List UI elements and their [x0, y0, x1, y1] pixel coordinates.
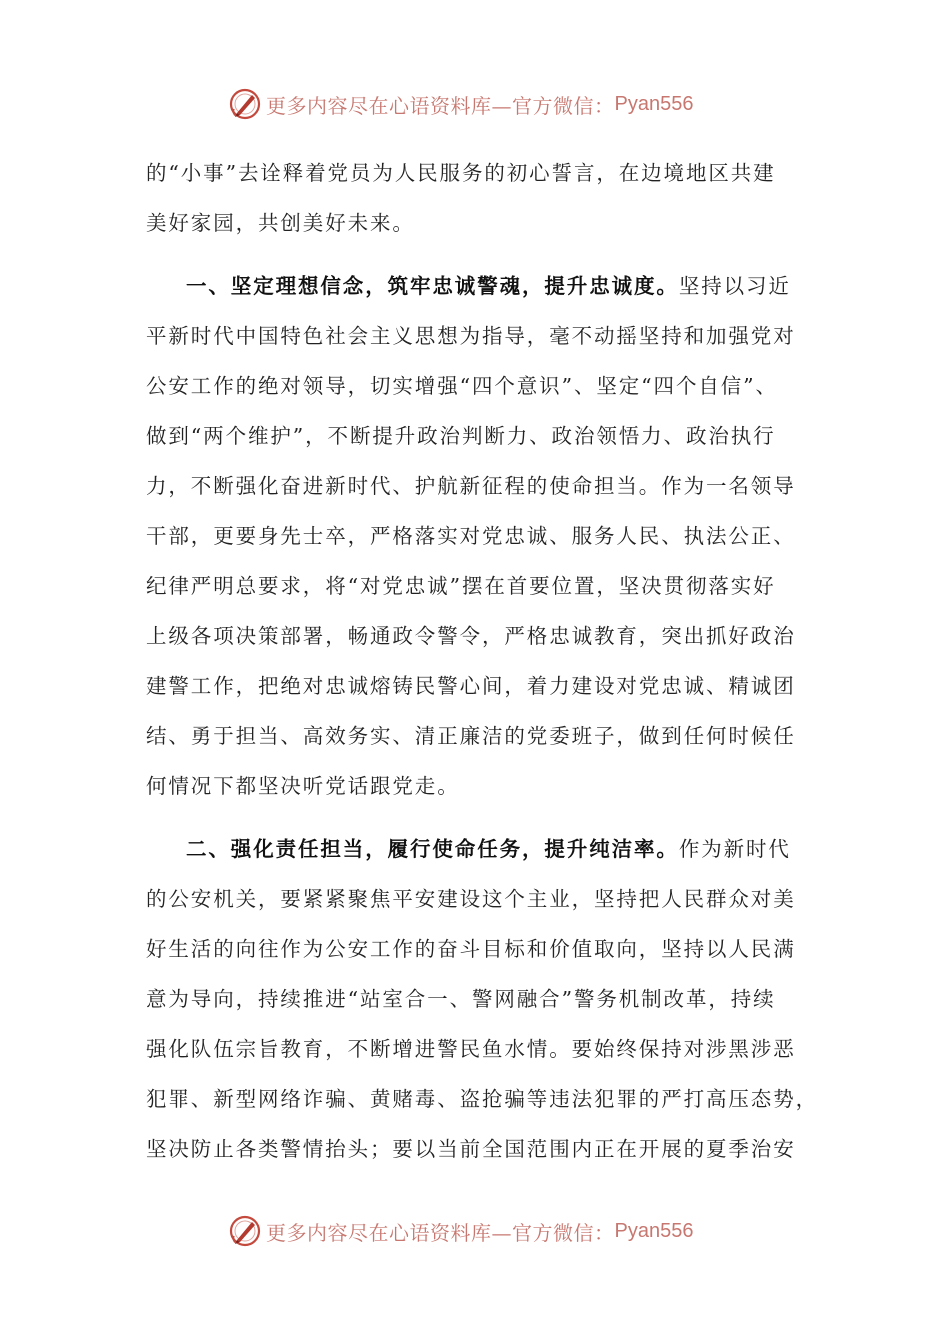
pen-logo-icon	[228, 87, 262, 121]
text-line: 结、勇于担当、高效务实、清正廉洁的党委班子，做到任何时候任	[146, 724, 796, 748]
paragraph-2-first-line	[146, 824, 826, 874]
text-segment: 坚持以习近	[678, 274, 791, 298]
text-line: 做到“两个维护”，不断提升政治判断力、政治领悟力、政治执行	[146, 424, 776, 448]
text-line: 力，不断强化奋进新时代、护航新征程的使命担当。作为一名领导	[146, 474, 796, 498]
text-line: 美好家园，共创美好未来。	[146, 211, 415, 235]
paragraph-1-first-line	[146, 261, 826, 311]
text-line: 好生活的向往作为公安工作的奋斗目标和价值取向，坚持以人民满	[146, 937, 796, 961]
text-line: 坚决防止各类警情抬头；要以当前全国范围内正在开展的夏季治安	[146, 1137, 796, 1161]
banner-wechat-id: Pyan556	[614, 92, 694, 115]
text-segment: 作为新时代	[678, 837, 791, 861]
section-1-heading: 一、坚定理想信念，筑牢忠诚警魂，提升忠诚度。	[186, 274, 679, 298]
text-line: 意为导向，持续推进“站室合一、警网融合”警务机制改革，持续	[146, 987, 776, 1011]
text-line: 上级各项决策部署，畅通政令警令，严格忠诚教育，突出抓好政治	[146, 624, 796, 648]
text-line: 的“小事”去诠释着党员为人民服务的初心誓言，在边境地区共建	[146, 161, 776, 185]
banner-text: 更多内容尽在心语资料库—官方微信：	[266, 1220, 615, 1245]
text-line: 建警工作，把绝对忠诚熔铸民警心间，着力建设对党忠诚、精诚团	[146, 674, 796, 698]
text-line: 平新时代中国特色社会主义思想为指导，毫不动摇坚持和加强党对	[146, 324, 796, 348]
banner-text: 更多内容尽在心语资料库—官方微信：	[266, 93, 615, 118]
banner-wechat-id: Pyan556	[614, 1219, 694, 1242]
text-line: 犯罪、新型网络诈骗、黄赌毒、盗抢骗等违法犯罪的严打高压态势，	[146, 1087, 818, 1111]
text-line: 干部，更要身先士卒，严格落实对党忠诚、服务人民、执法公正、	[146, 524, 796, 548]
header-banner	[228, 84, 693, 124]
pen-logo-icon	[228, 1214, 262, 1248]
text-line: 何情况下都坚决听党话跟党走。	[146, 774, 460, 798]
text-line: 纪律严明总要求，将“对党忠诚”摆在首要位置，坚决贯彻落实好	[146, 574, 776, 598]
footer-banner	[228, 1211, 693, 1251]
section-2-heading: 二、强化责任担当，履行使命任务，提升纯洁率。	[186, 837, 679, 861]
text-line: 强化队伍宗旨教育，不断增进警民鱼水情。要始终保持对涉黑涉恶	[146, 1037, 796, 1061]
text-line: 的公安机关，要紧紧聚焦平安建设这个主业，坚持把人民群众对美	[146, 887, 796, 911]
document-body	[146, 148, 826, 1174]
text-line: 公安工作的绝对领导，切实增强“四个意识”、坚定“四个自信”、	[146, 374, 778, 398]
